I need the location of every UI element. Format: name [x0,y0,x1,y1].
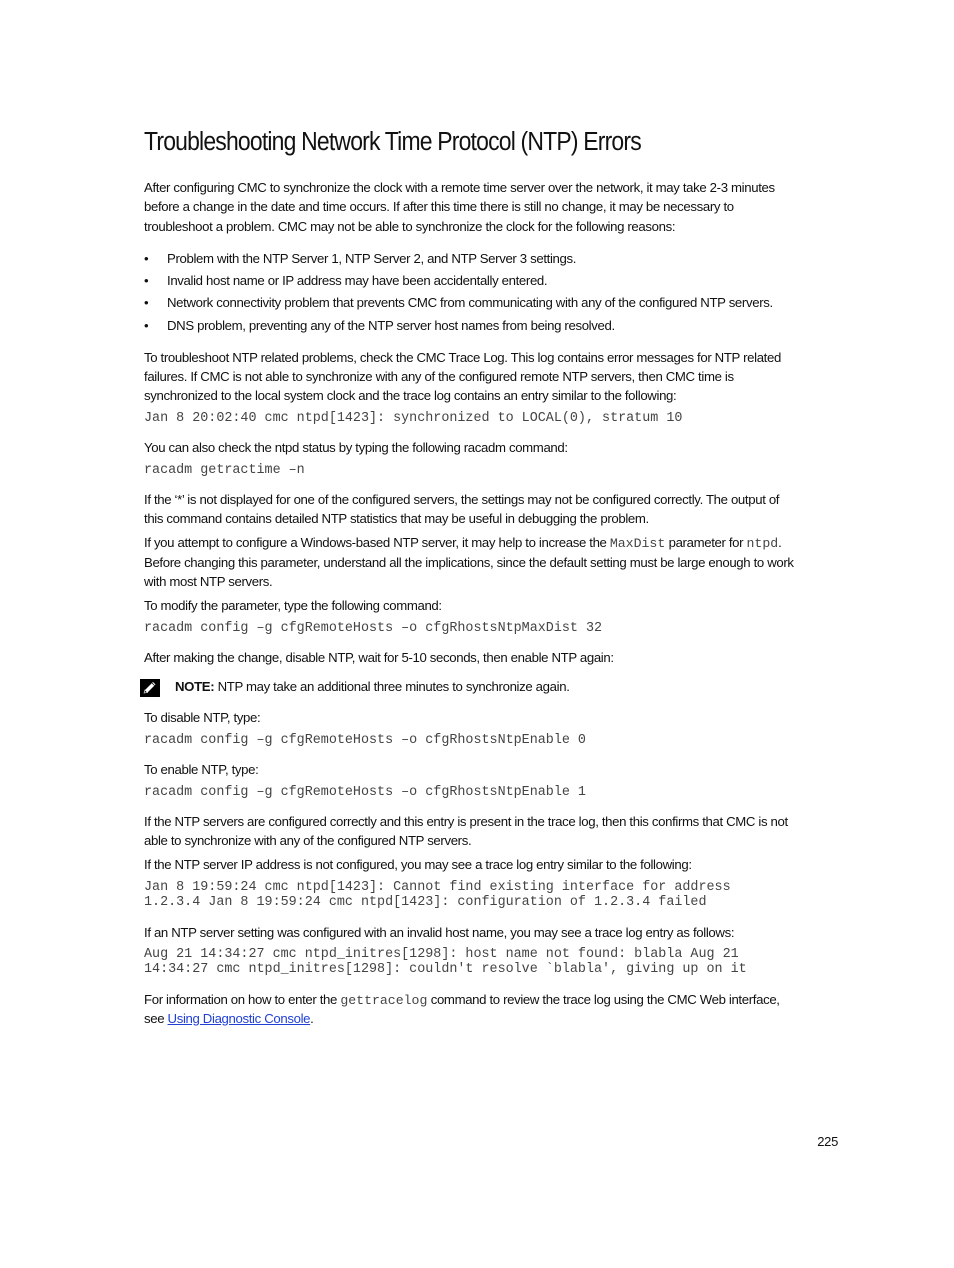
trace-para-line-1: To troubleshoot NTP related problems, check the CMC Trace Log. This log contains error messages for NTP related [144,350,781,365]
confirm-para-line-1: If the NTP servers are configured correctly and this entry is present in the trace log, then this confirms that CMC is not [144,814,788,829]
page-title: Troubleshooting Network Time Protocol (NTP) Errors [144,128,641,156]
info-para-line-2: see Using Diagnostic Console. [144,1011,314,1026]
bullet-icon: • [144,273,149,288]
intro-line-3: troubleshoot a problem. CMC may not be able to synchronize the clock for the following reasons: [144,219,676,234]
code-disable: racadm config –g cfgRemoteHosts –o cfgRhostsNtpEnable 0 [144,733,586,748]
star-para-line-2: this command contains detailed NTP statistics that may be useful in debugging the problem. [144,511,649,526]
diagnostic-console-link[interactable]: Using Diagnostic Console [167,1011,311,1026]
note-text: NOTE: NTP may take an additional three minutes to synchronize again. [175,679,570,694]
modify-para: To modify the parameter, type the following command: [144,598,442,613]
bullet-icon: • [144,295,149,310]
code-ip-line-2: 1.2.3.4 Jan 8 19:59:24 cmc ntpd[1423]: configuration of 1.2.3.4 failed [144,895,707,910]
star-para-line-1: If the ‘*’ is not displayed for one of the configured servers, the settings may not be configured correctly. The output of [144,492,780,507]
note-label: NOTE: [175,679,215,694]
trace-para-line-2: failures. If CMC is not able to synchronize with any of the configured remote NTP servers, then CMC time is [144,369,734,384]
after-para: After making the change, disable NTP, wait for 5-10 seconds, then enable NTP again: [144,650,614,665]
code-host-line-1: Aug 21 14:34:27 cmc ntpd_initres[1298]: host name not found: blabla Aug 21 [144,947,739,962]
windows-para-line-3: with most NTP servers. [144,574,273,589]
disable-para: To disable NTP, type: [144,710,261,725]
status-para: You can also check the ntpd status by typing the following racadm command: [144,440,568,455]
trace-para-line-3: synchronized to the local system clock and the trace log contains an entry similar to the following: [144,388,677,403]
confirm-para-line-2: able to synchronize with any of the configured NTP servers. [144,833,472,848]
code-getractime: racadm getractime –n [144,463,305,478]
windows-para-line-2: Before changing this parameter, understand all the implications, since the default setting must be large enough to work [144,555,794,570]
code-maxdist-inline: MaxDist [609,536,666,551]
code-enable: racadm config –g cfgRemoteHosts –o cfgRhostsNtpEnable 1 [144,785,586,800]
bullet-icon: • [144,318,149,333]
note-pencil-icon [140,679,160,697]
intro-line-2: before a change in the date and time occurs. If after this time there is still no change, it may be necessary to [144,199,734,214]
code-maxdist: racadm config –g cfgRemoteHosts –o cfgRhostsNtpMaxDist 32 [144,621,603,636]
enable-para: To enable NTP, type: [144,762,259,777]
host-para: If an NTP server setting was configured with an invalid host name, you may see a trace log entry as follows: [144,925,735,940]
ip-para: If the NTP server IP address is not configured, you may see a trace log entry similar to the following: [144,857,692,872]
intro-line-1: After configuring CMC to synchronize the clock with a remote time server over the network, it may take 2-3 minutes [144,180,775,195]
bullet-icon: • [144,251,149,266]
code-ntpd-inline: ntpd [746,536,779,551]
code-host-line-2: 14:34:27 cmc ntpd_initres[1298]: couldn't resolve `blabla', giving up on it [144,962,747,977]
code-sync: Jan 8 20:02:40 cmc ntpd[1423]: synchronized to LOCAL(0), stratum 10 [144,411,683,426]
code-ip-line-1: Jan 8 19:59:24 cmc ntpd[1423]: Cannot find existing interface for address [144,880,731,895]
page-number: 225 [817,1134,838,1149]
code-gettracelog-inline: gettracelog [340,993,428,1008]
windows-para-line-1: If you attempt to configure a Windows-based NTP server, it may help to increase the MaxDist parameter for ntpd. [144,535,782,551]
info-para-line-1: For information on how to enter the gettracelog command to review the trace log using the CMC Web interface, [144,992,780,1008]
